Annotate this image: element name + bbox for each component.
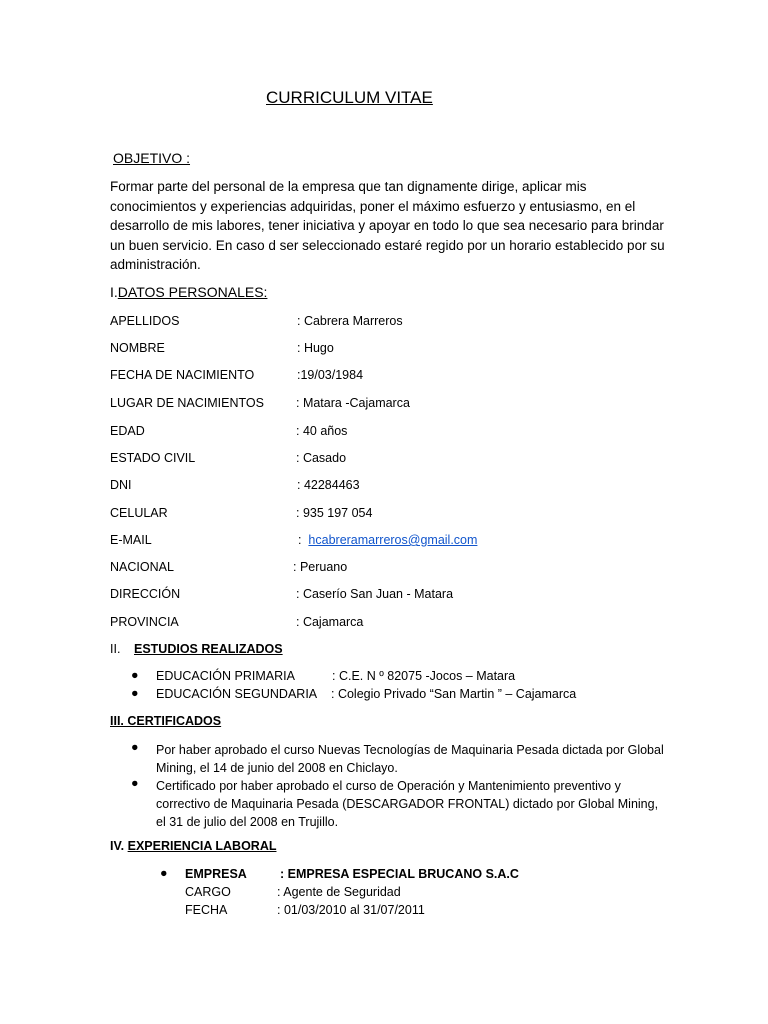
row-value-email (298, 533, 477, 547)
row-value-lugar-nacimiento: : Matara -Cajamarca (296, 396, 410, 410)
studies-heading: ESTUDIOS REALIZADOS (134, 642, 283, 656)
objective-text: Formar parte del personal de la empresa que tan dignamente dirige, aplicar mis conocimientos y experiencias adquiridas, poner el máximo esfuerzo y entusiasmo, en el desarrollo de mis labores, tener iniciativa y apoyar en todo lo que sea necesario para brindar un buen servicio. En caso d ser seleccionado estaré regido por un horario establecido por su administración. (110, 179, 665, 272)
fecha-value: : 01/03/2010 al 31/07/2011 (277, 903, 425, 917)
company-label: EMPRESA (185, 867, 247, 881)
row-value-provincia: : Cajamarca (296, 615, 364, 629)
certificates-heading: III. CERTIFICADOS (110, 714, 222, 728)
bullet-icon: ● (131, 668, 139, 682)
row-label-dni: DNI (110, 478, 132, 492)
row-value-apellidos: : Cabrera Marreros (297, 314, 403, 328)
personal-heading (110, 284, 267, 300)
fecha-label: FECHA (185, 903, 228, 917)
row-value-nombre: : Hugo (297, 341, 334, 355)
row-label-email: E-MAIL (110, 533, 152, 547)
row-label-fecha-nacimiento: FECHA DE NACIMIENTO (110, 368, 255, 382)
document-title: CURRICULUM VITAE (266, 88, 433, 107)
cargo-label: CARGO (185, 885, 231, 899)
row-label-apellidos: APELLIDOS (110, 314, 180, 328)
study-label-secundaria: EDUCACIÓN SEGUNDARIA (156, 687, 318, 701)
row-value-estado-civil: : Casado (296, 451, 347, 465)
bullet-icon: ● (131, 740, 139, 754)
personal-heading-text: DATOS PERSONALES: (117, 284, 268, 300)
study-value-primaria: : C.E. N º 82075 -Jocos – Matara (332, 669, 516, 683)
email-link[interactable]: hcabreramarreros@gmail.com (308, 533, 478, 547)
row-label-nacional: NACIONAL (110, 560, 174, 574)
row-value-dni: : 42284463 (297, 478, 360, 492)
row-label-provincia: PROVINCIA (110, 615, 179, 629)
experience-prefix: IV. (110, 839, 125, 853)
row-label-estado-civil: ESTADO CIVIL (110, 451, 196, 465)
study-value-secundaria: : Colegio Privado “San Martin ” – Cajamarca (331, 687, 577, 701)
row-value-celular: : 935 197 054 (296, 506, 373, 520)
cargo-value: : Agente de Seguridad (277, 885, 401, 899)
experience-heading-text: EXPERIENCIA LABORAL (127, 839, 277, 853)
experience-heading (110, 839, 276, 853)
study-label-primaria: EDUCACIÓN PRIMARIA (156, 669, 295, 683)
company-value: : EMPRESA ESPECIAL BRUCANO S.A.C (280, 867, 519, 881)
row-label-edad: EDAD (110, 424, 145, 438)
bullet-icon: ● (160, 866, 168, 880)
row-value-fecha-nacimiento: :19/03/1984 (297, 368, 364, 382)
row-label-lugar-nacimiento: LUGAR DE NACIMIENTOS (110, 396, 264, 410)
row-label-celular: CELULAR (110, 506, 168, 520)
row-label-direccion: DIRECCIÓN (110, 587, 181, 601)
certificate-item: Certificado por haber aprobado el curso de Operación y Mantenimiento preventivo y correctivo de Maquinaria Pesada (DESCARGADOR FRONTAL) dictado por Global Mining, el 31 de julio del 2008 en Trujillo. (156, 779, 659, 829)
email-colon: : (298, 533, 309, 547)
objective-heading: OBJETIVO : (113, 150, 191, 166)
personal-prefix: I. (110, 284, 118, 300)
bullet-icon: ● (131, 776, 139, 790)
row-value-nacional: : Peruano (293, 560, 348, 574)
bullet-icon: ● (131, 686, 139, 700)
row-label-nombre: NOMBRE (110, 341, 165, 355)
row-value-direccion: : Caserío San Juan - Matara (296, 587, 454, 601)
row-value-edad: : 40 años (296, 424, 348, 438)
certificate-item: Por haber aprobado el curso Nuevas Tecnologías de Maquinaria Pesada dictada por Global Mining, el 14 de junio del 2008 en Chiclayo. (156, 743, 664, 775)
studies-prefix: II. (110, 642, 121, 656)
